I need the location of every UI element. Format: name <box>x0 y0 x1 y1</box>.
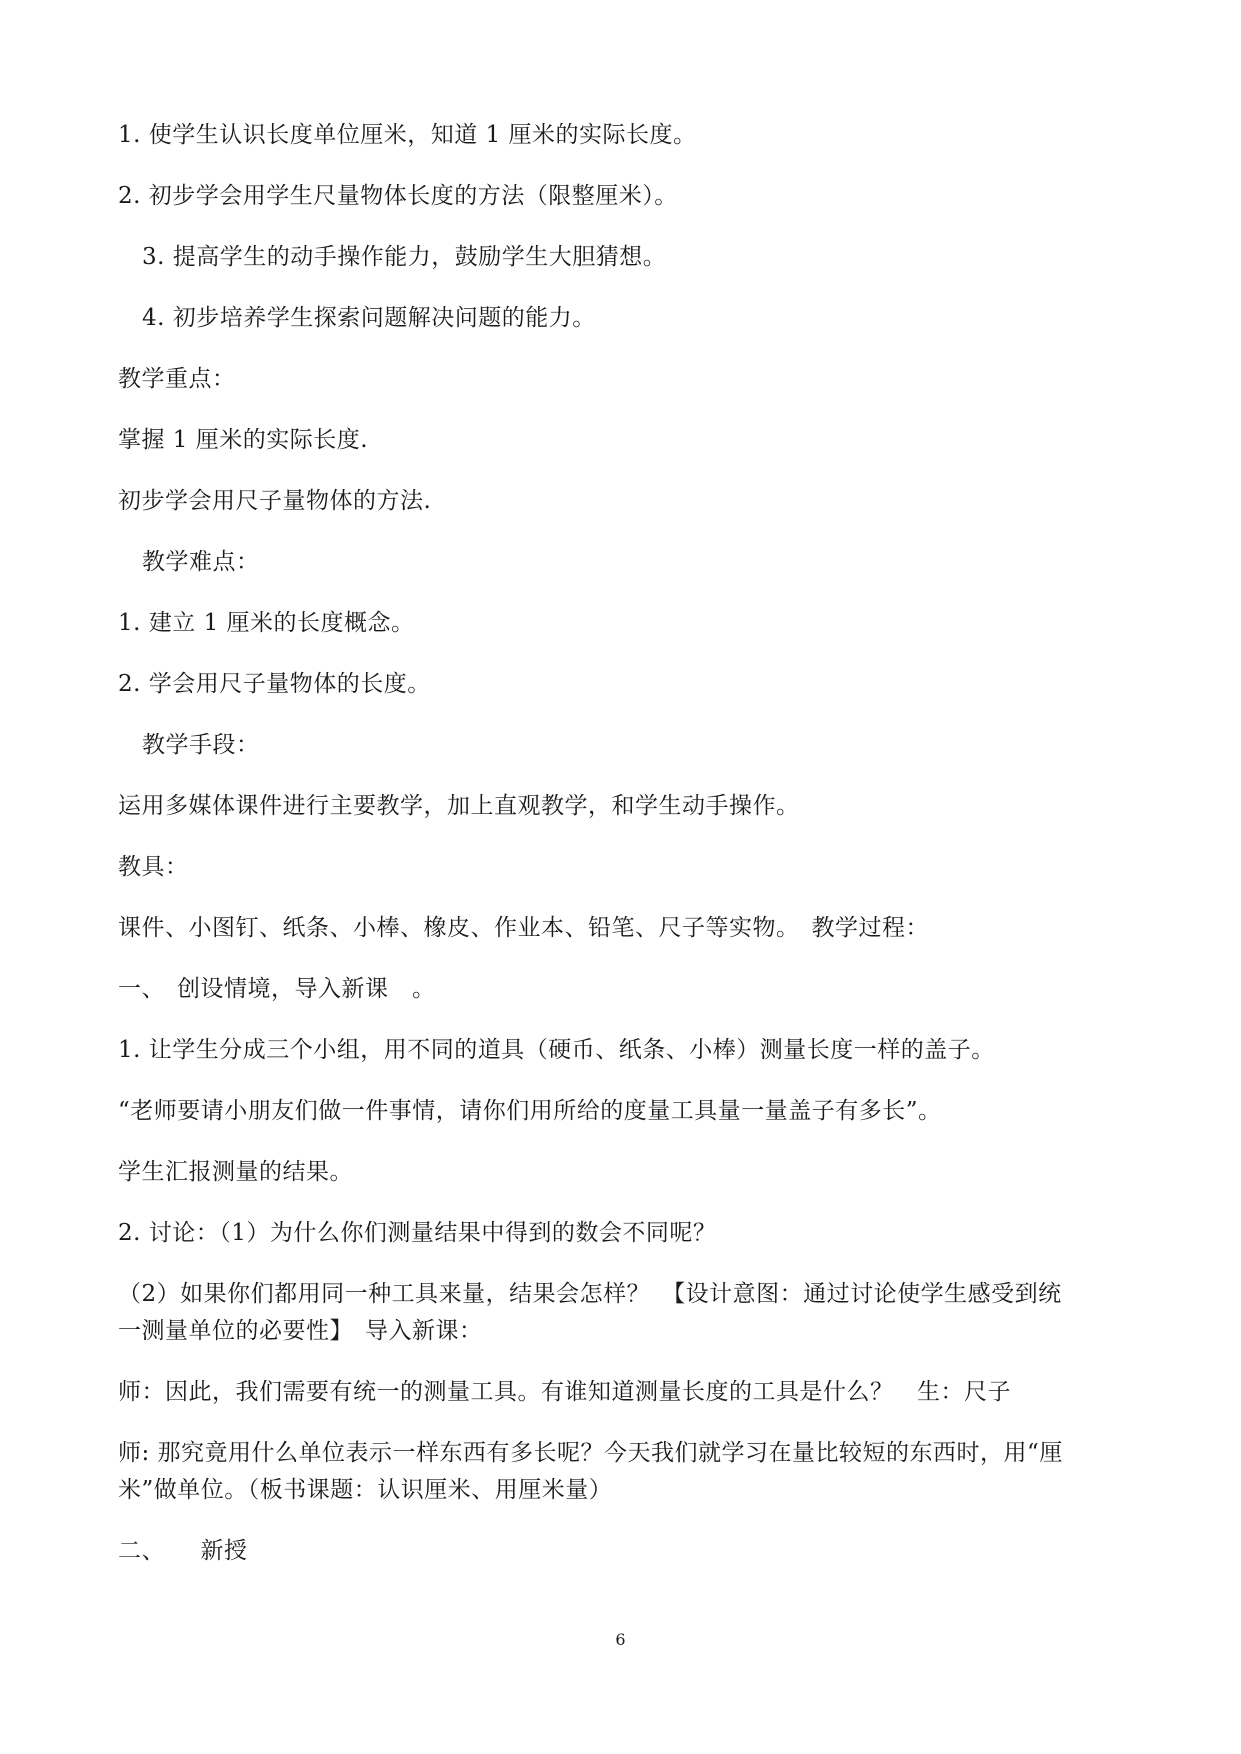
teacher-quote: “老师要请小朋友们做一件事情，请你们用所给的度量工具量一量盖子有多长”。 <box>118 1098 942 1124</box>
objective-4: 4. 初步培养学生探索问题解决问题的能力。 <box>142 305 596 331</box>
teacher-question: 师: 那究竟用什么单位表示一样东西有多长呢？今天我们就学习在量比较短的东西时，用“厘 <box>118 1440 1063 1466</box>
section-1-heading: 一、 创设情境，导入新课 。 <box>118 976 436 1002</box>
objective-3: 3. 提高学生的动手操作能力，鼓励学生大胆猜想。 <box>142 244 667 270</box>
tools-heading: 教具： <box>118 854 189 880</box>
methods-heading: 教学手段： <box>142 732 260 758</box>
key-points-heading: 教学重点： <box>118 366 236 392</box>
teacher-student-dialogue: 师：因此，我们需要有统一的测量工具。有谁知道测量长度的工具是什么？ 生：尺子 <box>118 1379 1011 1405</box>
activity-1: 1. 让学生分成三个小组，用不同的道具（硬币、纸条、小棒）测量长度一样的盖子。 <box>118 1037 995 1063</box>
key-point-1: 掌握 1 厘米的实际长度. <box>118 427 369 453</box>
key-point-2: 初步学会用尺子量物体的方法. <box>118 488 432 514</box>
discussion-1: 2. 讨论：（1）为什么你们测量结果中得到的数会不同呢？ <box>118 1220 717 1246</box>
discussion-2-continued: 一测量单位的必要性】 导入新课： <box>118 1318 483 1344</box>
difficulties-heading: 教学难点： <box>142 549 260 575</box>
objective-2: 2. 初步学会用学生尺量物体长度的方法（限整厘米）。 <box>118 183 678 209</box>
tools-text: 课件、小图钉、纸条、小棒、橡皮、作业本、铅笔、尺子等实物。 教学过程： <box>118 915 929 941</box>
methods-text: 运用多媒体课件进行主要教学，加上直观教学，和学生动手操作。 <box>118 793 800 819</box>
student-report: 学生汇报测量的结果。 <box>118 1159 353 1185</box>
page-number: 6 <box>615 1630 626 1649</box>
section-2-heading: 二、 新授 <box>118 1538 248 1564</box>
difficulty-1: 1. 建立 1 厘米的长度概念。 <box>118 610 415 636</box>
discussion-2: （2）如果你们都用同一种工具来量，结果会怎样？ 【设计意图：通过讨论使学生感受到统 <box>118 1281 1062 1307</box>
difficulty-2: 2. 学会用尺子量物体的长度。 <box>118 671 431 697</box>
teacher-question-continued: 米”做单位。（板书课题：认识厘米、用厘米量） <box>118 1477 613 1503</box>
objective-1: 1. 使学生认识长度单位厘米，知道 1 厘米的实际长度。 <box>118 122 697 148</box>
